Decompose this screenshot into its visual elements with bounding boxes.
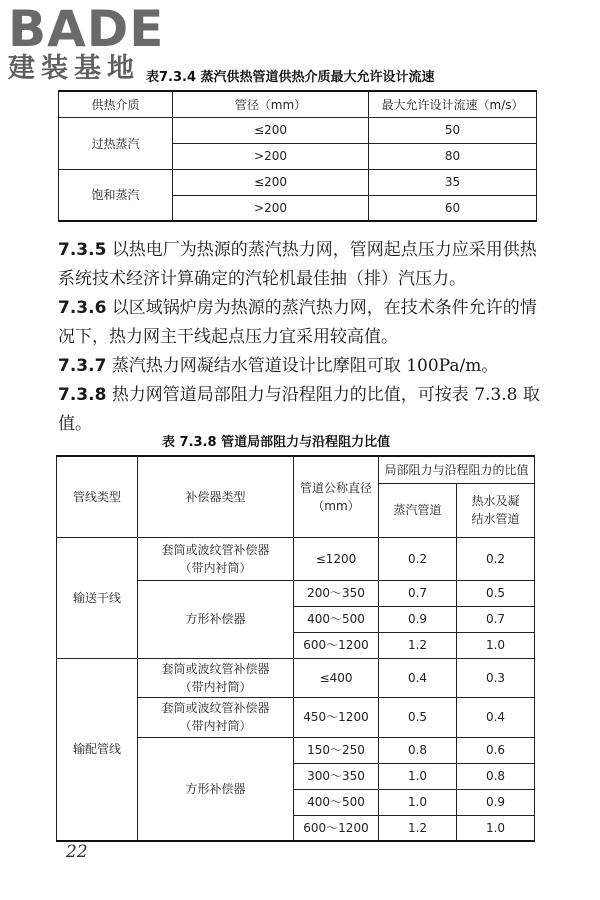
steam-cell: 0.8 — [379, 737, 457, 763]
compensator-note: （带内衬筒） — [179, 560, 252, 575]
header-medium: 供热介质 — [59, 91, 173, 117]
steam-velocity-table — [58, 90, 537, 222]
steam-cell: 1.0 — [379, 763, 457, 789]
compensator-cell — [138, 697, 294, 737]
compensator-name: 套筒或波纹管补偿器 — [161, 701, 270, 715]
pipe-cell: >200 — [173, 143, 369, 169]
steam-cell: 0.4 — [379, 658, 457, 697]
table-row — [59, 117, 537, 143]
clause-text: 以区域锅炉房为热源的蒸汽热力网，在技术条件允许的情况下，热力网主干线起点压力宜采用较高值。 — [58, 298, 537, 347]
clause-number: 7.3.5 — [58, 240, 107, 260]
clause-number: 7.3.8 — [58, 385, 107, 405]
velocity-cell: 35 — [369, 169, 537, 195]
clause-text: 热力网管道局部阻力与沿程阻力的比值，可按表 7.3.8 取值。 — [58, 385, 540, 434]
steam-cell: 1.0 — [379, 789, 457, 815]
table-row — [57, 658, 535, 697]
header-diameter — [294, 456, 379, 537]
velocity-cell: 60 — [369, 195, 537, 221]
table2-caption: 表 7.3.8 管道局部阻力与沿程阻力比值 — [162, 435, 391, 450]
diameter-cell: 600～1200 — [294, 632, 379, 658]
header-pipe-diameter: 管径（mm） — [173, 91, 369, 117]
clause-number: 7.3.7 — [58, 356, 107, 376]
steam-cell: 1.2 — [379, 815, 457, 841]
water-cell: 0.4 — [457, 697, 535, 737]
velocity-cell: 50 — [369, 117, 537, 143]
logo-mark: BADE — [8, 0, 165, 58]
table-row — [57, 537, 535, 580]
water-cell: 0.8 — [457, 763, 535, 789]
diameter-cell: 300～350 — [294, 763, 379, 789]
header-steam: 蒸汽管道 — [379, 483, 457, 537]
diameter-cell: 200～350 — [294, 580, 379, 606]
steam-cell: 0.2 — [379, 537, 457, 580]
velocity-cell: 80 — [369, 143, 537, 169]
water-cell: 0.7 — [457, 606, 535, 632]
clause-7-3-5 — [58, 236, 548, 294]
water-cell: 1.0 — [457, 632, 535, 658]
clause-7-3-7 — [58, 352, 548, 381]
pipe-cell: >200 — [173, 195, 369, 221]
steam-cell: 1.2 — [379, 632, 457, 658]
steam-cell: 0.7 — [379, 580, 457, 606]
water-cell: 1.0 — [457, 815, 535, 841]
clause-number: 7.3.6 — [58, 298, 107, 318]
water-cell: 0.9 — [457, 789, 535, 815]
water-cell: 0.5 — [457, 580, 535, 606]
steam-cell: 0.9 — [379, 606, 457, 632]
header-compensator: 补偿器类型 — [138, 456, 294, 537]
diameter-cell: 150～250 — [294, 737, 379, 763]
header-diameter-line1: 管道公称直径 — [299, 480, 372, 495]
water-cell: 0.2 — [457, 537, 535, 580]
clause-7-3-6 — [58, 294, 548, 352]
pipe-cell: ≤200 — [173, 169, 369, 195]
water-cell: 0.3 — [457, 658, 535, 697]
diameter-cell: 450～1200 — [294, 697, 379, 737]
pipe-cell: ≤200 — [173, 117, 369, 143]
header-ratio: 局部阻力与沿程阻力的比值 — [379, 456, 535, 483]
diameter-cell: ≤1200 — [294, 537, 379, 580]
page-number: 22 — [66, 842, 88, 862]
compensator-cell: 方形补偿器 — [138, 580, 294, 658]
compensator-cell — [138, 537, 294, 580]
compensator-name: 套筒或波纹管补偿器 — [161, 542, 270, 557]
medium-cell: 过热蒸汽 — [59, 117, 173, 169]
header-hot-water-line2: 结水管道 — [471, 512, 520, 526]
header-hot-water-line1: 热水及凝 — [471, 494, 520, 508]
compensator-note: （带内衬筒） — [179, 719, 252, 733]
clause-text: 以热电厂为热源的蒸汽热力网，管网起点压力应采用供热系统技术经济计算确定的汽轮机最佳抽（排）汽压力。 — [58, 240, 537, 289]
table1-caption: 表7.3.4 蒸汽供热管道供热介质最大允许设计流速 — [146, 70, 435, 85]
medium-cell: 饱和蒸汽 — [59, 169, 173, 221]
clause-text: 蒸汽热力网凝结水管道设计比摩阻可取 100Pa/m。 — [111, 356, 499, 376]
compensator-note: （带内衬筒） — [179, 679, 252, 694]
diameter-cell: ≤400 — [294, 658, 379, 697]
header-line-type: 管线类型 — [57, 456, 138, 537]
logo-subtitle: 建装基地 — [8, 53, 140, 84]
diameter-cell: 400～500 — [294, 789, 379, 815]
water-cell: 0.6 — [457, 737, 535, 763]
header-diameter-line2: （mm） — [312, 498, 360, 513]
table-row — [59, 169, 537, 195]
compensator-cell: 方形补偿器 — [138, 737, 294, 841]
header-max-velocity: 最大允许设计流速（m/s） — [369, 91, 537, 117]
line-type-cell: 输送干线 — [57, 537, 138, 658]
diameter-cell: 400～500 — [294, 606, 379, 632]
compensator-name: 套筒或波纹管补偿器 — [161, 661, 270, 676]
resistance-ratio-table — [56, 455, 535, 842]
header-hot-water — [457, 483, 535, 537]
diameter-cell: 600～1200 — [294, 815, 379, 841]
line-type-cell: 输配管线 — [57, 658, 138, 841]
compensator-cell — [138, 658, 294, 697]
steam-cell: 0.5 — [379, 697, 457, 737]
